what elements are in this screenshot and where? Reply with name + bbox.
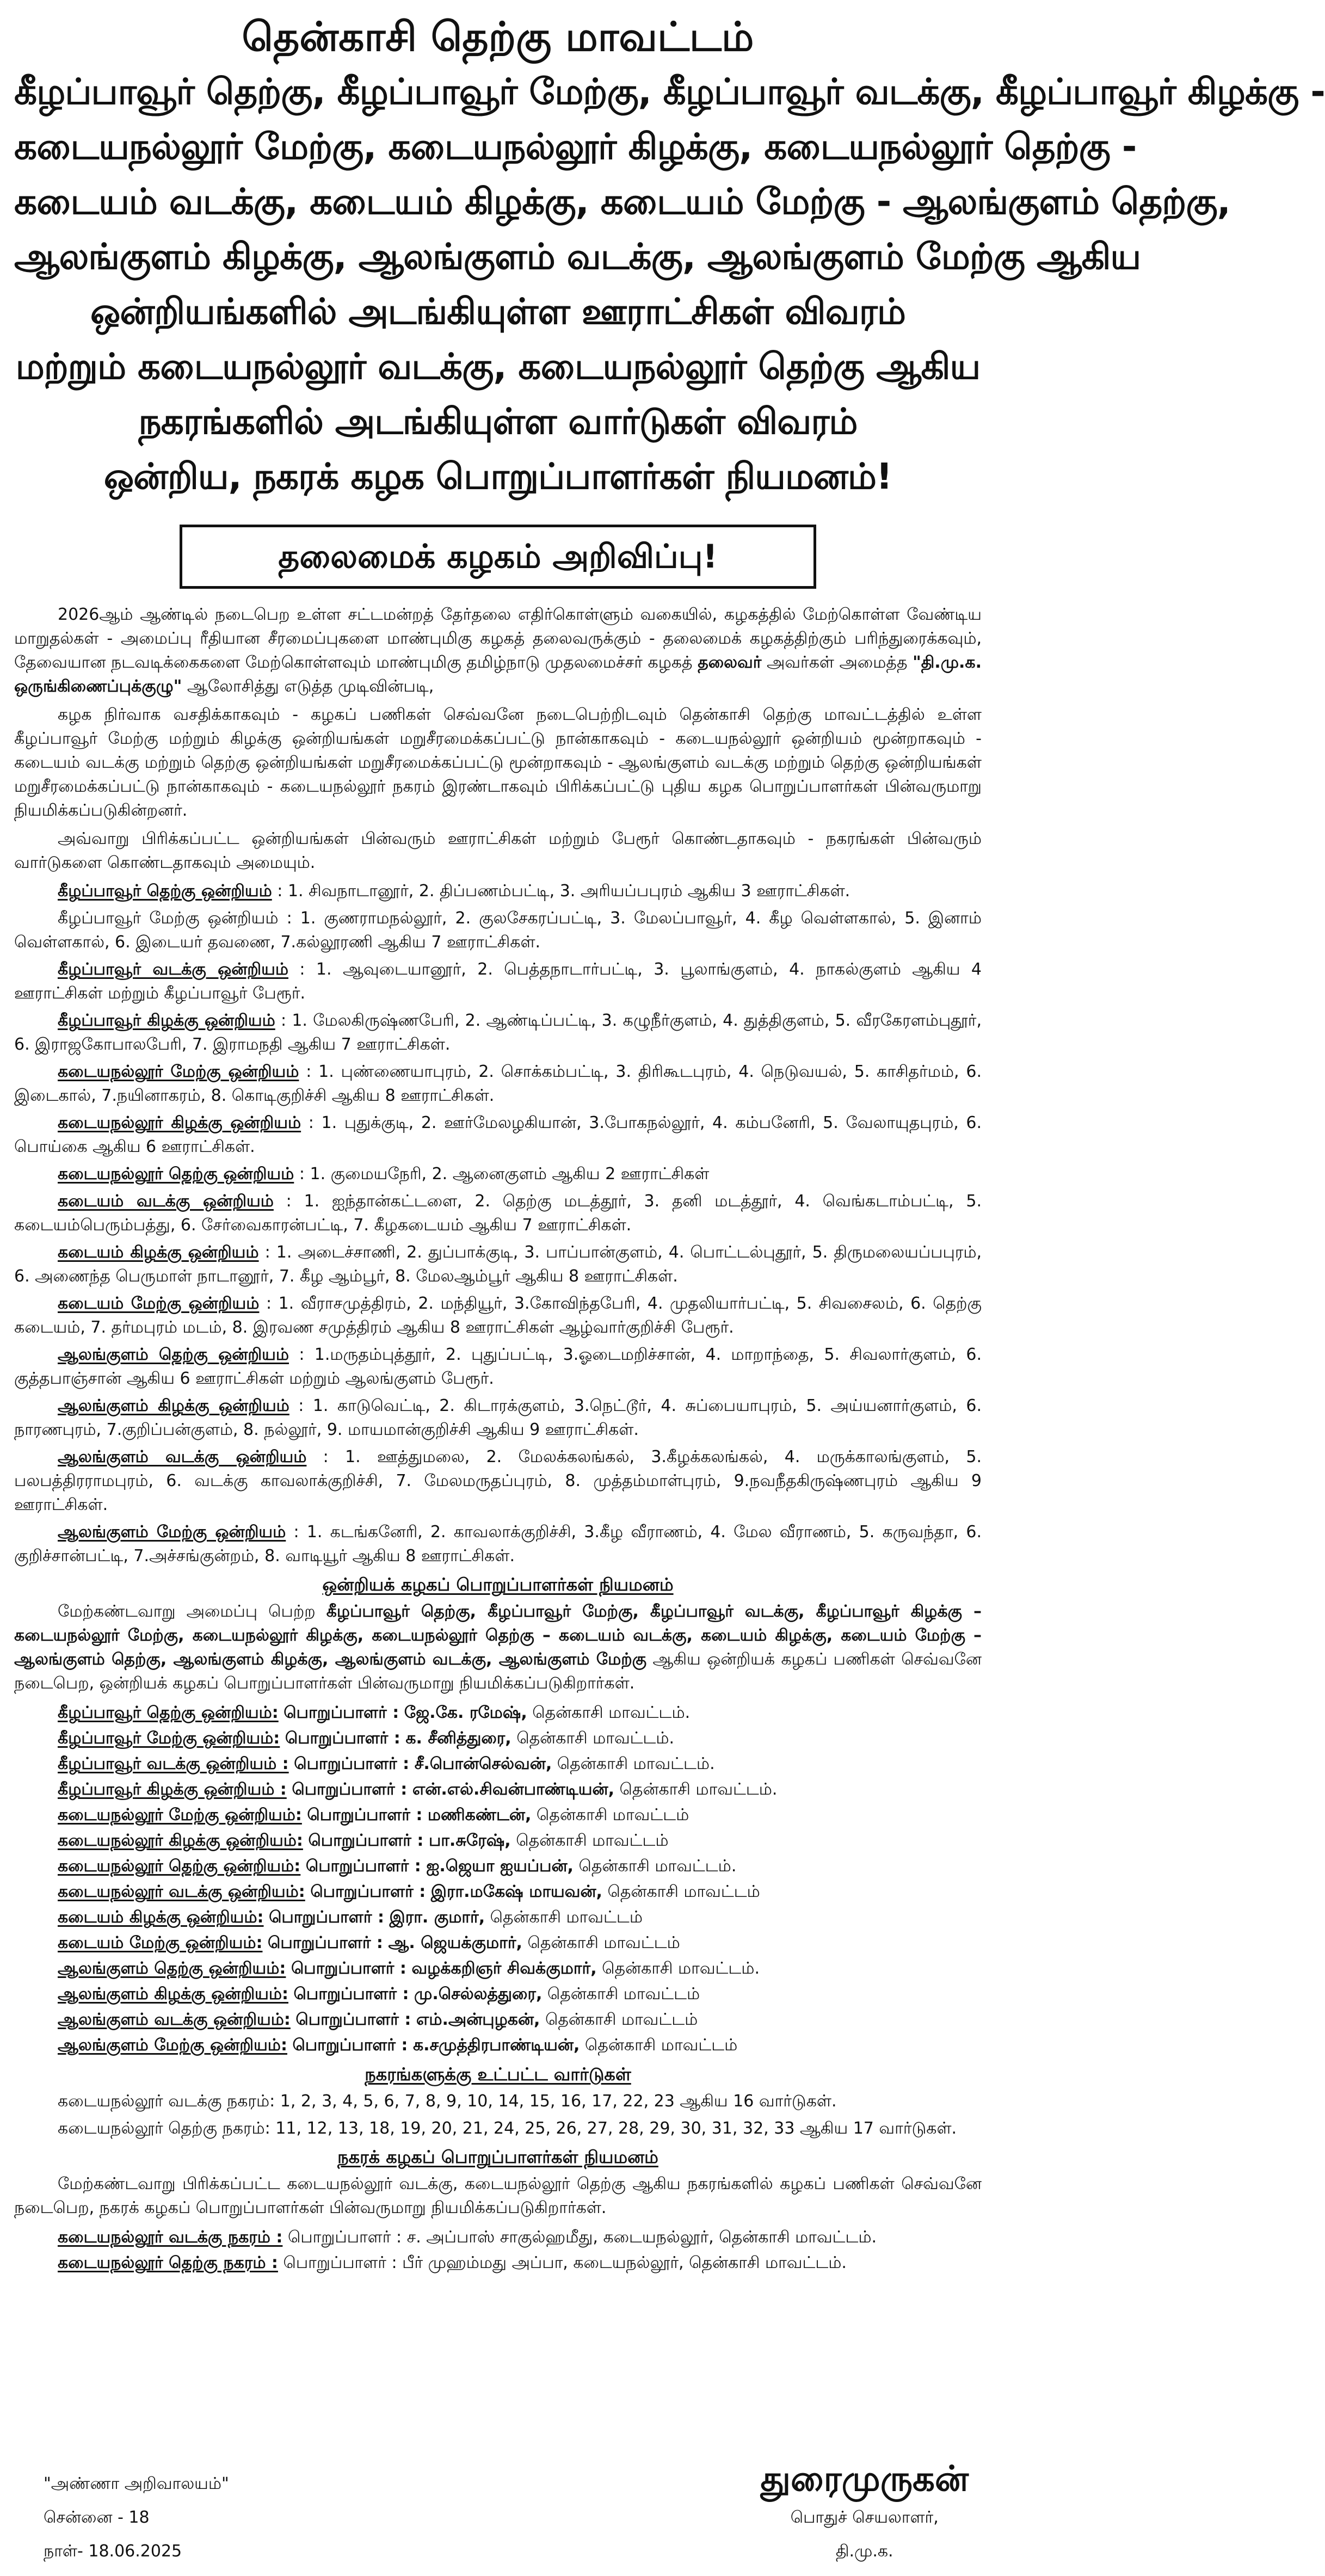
appointment-row [14, 1853, 982, 1879]
ward-list-item: கடையநல்லூர் தெற்கு நகரம்: 11, 12, 13, 18, 19, 20, 21, 24, 25, 26, 27, 28, 29, 30, 31, 32, 33 ஆகிய 17 வார்டுகள். [58, 2119, 957, 2138]
appointment-row [14, 1751, 982, 1777]
town-appointments-intro: மேற்கண்டவாறு பிரிக்கப்பட்ட கடையநல்லூர் வடக்கு, கடையநல்லூர் தெற்கு ஆகிய நகரங்களில் கழகப் பணிகள் செவ்வனே நடைபெற, நகரக் கழகப் பொறுப்பாளர்கள் பின்வருமாறு நியமிக்கப்படுகிறார்கள். [14, 2174, 982, 2217]
union-item [14, 1162, 982, 1186]
appointment-row [14, 1700, 982, 1725]
appointment-unit: ஆலங்குளம் வடக்கு ஒன்றியம்: [58, 2010, 291, 2029]
intro-text: 2026ஆம் ஆண்டில் நடைபெற உள்ள சட்டமன்றத் தேர்தலை எதிர்கொள்ளும் வகையில், கழகத்தில் மேற்கொள்ள வேண்டிய மாறுதல்கள் - அமைப்பு ரீதியான சீரமைப்புகளை மாண்புமிகு கழகத் தலைவருக்கும் - தலைமைக் கழகத்திற்கும் பரிந்துரைக்கவும், தேவையான நடவடிக்கைகளை மேற்கொள்ளவும் மாண்புமிகு தமிழ்நாடு முதலமைச்சர் கழகத் [14, 605, 982, 672]
appointment-unit: கீழப்பாவூர் கிழக்கு ஒன்றியம் : [58, 1780, 287, 1799]
appointment-role: பொறுப்பாளர் : [294, 1754, 410, 1773]
town-appointment-row [14, 2250, 982, 2276]
intro-text: அவர்கள் அமைத்த [761, 653, 913, 672]
town-appointment-row [14, 2224, 982, 2250]
union-villages: 1. ஊத்துமலை, 2. மேலக்கலங்கல், 3.கீழக்கலங்கல், 4. மருக்காலங்குளம், 5. பலபத்திரராமபுரம், 6. வடக்கு காவலாக்குறிச்சி, 7. மேலமருதப்புரம், 8. முத்தம்மாள்புரம், 9.நவநீதகிருஷ்ணபுரம் ஆகிய 9 ஊராட்சிகள். [14, 1447, 982, 1514]
signature-block [761, 2457, 969, 2568]
union-sep: : [294, 1164, 310, 1184]
appointment-place: தென்காசி மாவட்டம். [532, 1703, 691, 1722]
appointment-place: தென்காசி மாவட்டம். [516, 1729, 675, 1748]
union-villages: 1. புதுக்குடி, 2. ஊர்மேலழகியான், 3.போகநல்லூர், 4. கம்பனேரி, 5. வேலாயுதபுரம், 6. பொய்கை ஆகிய 6 ஊராட்சிகள். [14, 1113, 982, 1156]
union-item [14, 907, 982, 954]
union-name: கடையநல்லூர் கிழக்கு ஒன்றியம் [58, 1113, 301, 1132]
footer [14, 2432, 982, 2568]
appointment-person: க.சமுத்திரபாண்டியன், [412, 2036, 580, 2055]
town-unit: கடையநல்லூர் வடக்கு நகரம் : [58, 2228, 283, 2247]
union-villages: 1. ஆவுடையானூர், 2. பெத்தநாடார்பட்டி, 3. பூலாங்குளம், 4. நாகல்குளம் ஆகிய 4 ஊராட்சிகள் மற்றும் கீழப்பாவூர் பேரூர். [14, 960, 982, 1003]
appointment-row [14, 1956, 982, 1981]
appointment-role: பொறுப்பாளர் : [269, 1908, 384, 1927]
headline-line: கடையநல்லூர் மேற்கு, கடையநல்லூர் கிழக்கு, கடையநல்லூர் தெற்கு - [14, 126, 1137, 168]
headline-line: ஆலங்குளம் கிழக்கு, ஆலங்குளம் வடக்கு, ஆலங்குளம் மேற்கு ஆகிய [14, 236, 1141, 278]
appointment-row [14, 1930, 982, 1956]
appointment-unit: கடையநல்லூர் மேற்கு ஒன்றியம்: [58, 1805, 302, 1825]
appointment-person: வழக்கறிஞர் சிவக்குமார், [411, 1959, 597, 1978]
union-villages: 1. சிவநாடானூர், 2. திப்பணம்பட்டி, 3. அரியப்பபுரம் ஆகிய 3 ஊராட்சிகள். [287, 882, 851, 901]
union-item [14, 1445, 982, 1517]
wards-heading: நகரங்களுக்கு உட்பட்ட வார்டுகள் [365, 2064, 631, 2085]
union-item [14, 958, 982, 1006]
union-sep: : [288, 960, 316, 979]
appointment-place: தென்காசி மாவட்டம் [547, 1985, 700, 2004]
headline-block [14, 64, 1325, 504]
town-detail: பொறுப்பாளர் : ச. அப்பாஸ் சாகுல்ஹமீது, கடையநல்லூர், தென்காசி மாவட்டம். [287, 2228, 877, 2247]
appointment-row [14, 1802, 982, 1828]
notice-date: நாள்- 18.06.2025 [44, 2542, 182, 2561]
union-item [14, 1394, 982, 1442]
appointment-place: தென்காசி மாவட்டம் [584, 2036, 738, 2055]
union-name: கீழப்பாவூர் தெற்கு ஒன்றியம் [58, 882, 272, 901]
union-name: ஆலங்குளம் கிழக்கு ஒன்றியம் [58, 1396, 289, 1415]
appointment-role: பொறுப்பாளர் : [295, 2010, 411, 2029]
appointment-unit: ஆலங்குளம் மேற்கு ஒன்றியம்: [58, 2036, 287, 2055]
appointment-person: சீ.பொன்செல்வன், [414, 1754, 552, 1773]
appointment-person: ஆ. ஜெயக்குமார், [388, 1933, 522, 1952]
union-names-bold: கீழப்பாவூர் தெற்கு, கீழப்பாவூர் மேற்கு, கீழப்பாவூர் வடக்கு, கீழப்பாவூர் கிழக்கு – கடையநல்லூர் மேற்கு, கடையநல்லூர் கிழக்கு, கடையநல்லூர் தெற்கு – கடையம் வடக்கு, கடையம் கிழக்கு, கடையம் மேற்கு – ஆலங்குளம் தெற்கு, ஆலங்குளம் கிழக்கு, ஆலங்குளம் வடக்கு, ஆலங்குளம் மேற்கு [14, 1602, 982, 1669]
appointment-role: பொறுப்பாளர் : [285, 1729, 400, 1748]
appointment-row [14, 1905, 982, 1930]
union-item [14, 1009, 982, 1057]
appointment-unit: கீழப்பாவூர் தெற்கு ஒன்றியம்: [58, 1703, 279, 1722]
notice-body [14, 603, 982, 2276]
union-sep: : [258, 1243, 276, 1262]
union-name: கடையம் வடக்கு ஒன்றியம் [58, 1192, 274, 1211]
union-villages: 1. ஐந்தான்கட்டளை, 2. தெற்கு மடத்தூர், 3. தனி மடத்தூர், 4. வெங்கடாம்பட்டி, 5. கடையம்பெரும்பத்து, 6. சேர்வைகாரன்பட்டி, 7. கீழகடையம் ஆகிய 7 ஊராட்சிகள். [14, 1192, 982, 1235]
appointment-row [14, 1725, 982, 1751]
union-name: கடையநல்லூர் தெற்கு ஒன்றியம் [58, 1164, 294, 1184]
appointment-row [14, 2007, 982, 2032]
intro-text: மேற்கண்டவாறு அமைப்பு பெற்ற [58, 1602, 326, 1621]
notice-title-box [180, 525, 816, 589]
appointment-role: பொறுப்பாளர் : [292, 2036, 408, 2055]
union-sep: : [286, 1523, 307, 1542]
intro-paragraph-1 [14, 603, 982, 699]
appointment-role: பொறுப்பாளர் : [310, 1882, 426, 1901]
intro-paragraph-2: கழக நிர்வாக வசதிக்காகவும் - கழகப் பணிகள் செவ்வனே நடைபெற்றிடவும் தென்காசி தெற்கு மாவட்டத்தில் உள்ள கீழப்பாவூர் மேற்கு மற்றும் கிழக்கு ஒன்றியங்கள் மறுசீரமைக்கப்பட்டு நான்காகவும் - கடையநல்லூர் ஒன்றியம் மூன்றாகவும் - கடையம் வடக்கு மற்றும் தெற்கு ஒன்றியங்கள் மறுசீரமைக்கப்பட்டு மூன்றாகவும் - ஆலங்குளம் வடக்கு மற்றும் தெற்கு ஒன்றியங்கள் மறுசீரமைக்கப்பட்டு நான்காகவும் - கடையநல்லூர் நகரம் இரண்டாகவும் பிரிக்கப்பட்டு புதிய கழக பொறுப்பாளர்கள் பின்வருமாறு நியமிக்கப்படுகின்றனர். [14, 705, 982, 820]
notice-title: தலைமைக் கழகம் அறிவிப்பு! [278, 538, 718, 576]
appointment-row [14, 1777, 982, 1802]
union-villages: 1. காடுவெட்டி, 2. கிடாரக்குளம், 3.நெட்டூர், 4. சுப்பையாபுரம், 5. அய்யனார்குளம், 6. நாரணபுரம், 7.குறிப்பன்குளம், 8. நல்லூர், 9. மாயமான்குறிச்சி ஆகிய 9 ஊராட்சிகள். [14, 1396, 982, 1439]
appointment-role: பொறுப்பாளர் : [268, 1933, 383, 1952]
union-sep: : [275, 1011, 292, 1030]
appointment-role: பொறுப்பாளர் : [305, 1857, 421, 1876]
appointment-role: பொறுப்பாளர் : [292, 1780, 408, 1799]
union-villages: 1. புண்ணையாபுரம், 2. சொக்கம்பட்டி, 3. திரிகூடபுரம், 4. நெடுவயல், 5. காசிதர்மம், 6. இடைகால், 7.நயினாகரம், 8. கொடிகுறிச்சி ஆகிய 8 ஊராட்சிகள். [14, 1062, 982, 1105]
appointment-person: ஐ.ஜெயா ஐயப்பன், [426, 1857, 574, 1876]
appointment-row [14, 1879, 982, 1905]
union-name: ஆலங்குளம் வடக்கு ஒன்றியம் [58, 1447, 307, 1466]
committee-name: "தி.மு.க. ஒருங்கிணைப்புக்குழு" [14, 653, 982, 696]
appointment-unit: கடையம் மேற்கு ஒன்றியம்: [58, 1933, 263, 1952]
appointment-place: தென்காசி மாவட்டம் [527, 1933, 680, 1952]
union-sep: : [289, 1396, 313, 1415]
town-unit: கடையநல்லூர் தெற்கு நகரம் : [58, 2253, 278, 2272]
office-name: "அண்ணா அறிவாலயம்" [44, 2474, 229, 2493]
appointment-person: இரா. குமார், [389, 1908, 485, 1927]
union-villages: 1. மேலகிருஷ்ணபேரி, 2. ஆண்டிப்பட்டி, 3. கழுநீர்குளம், 4. துத்திகுளம், 5. வீரகேரளம்புதூர், 6. இராஜகோபாலபேரி, 7. இராமநதி ஆகிய 7 ஊராட்சிகள். [14, 1011, 982, 1054]
union-name: கீழப்பாவூர் கிழக்கு ஒன்றியம் [58, 1011, 275, 1030]
union-sep: : [289, 1345, 315, 1364]
union-villages: 1. கடங்கனேரி, 2. காவலாக்குறிச்சி, 3.கீழ வீராணம், 4. மேல வீராணம், 5. கருவந்தா, 6. குறிச்சான்பட்டி, 7.அச்சங்குன்றம், 8. வாடியூர் ஆகிய 8 ஊராட்சிகள். [14, 1523, 982, 1566]
footer-left [44, 2467, 229, 2568]
union-villages: 1. வீராசமுத்திரம், 2. மந்தியூர், 3.கோவிந்தபேரி, 4. முதலியார்பட்டி, 5. சிவசைலம், 6. தெற்கு கடையம், 7. தர்மபுரம் மடம், 8. இரவண சமுத்திரம் ஆகிய 8 ஊராட்சிகள் ஆழ்வார்குறிச்சி பேரூர். [14, 1294, 982, 1337]
headline-line: ஒன்றிய, நகரக் கழக பொறுப்பாளர்கள் நியமனம்! [103, 455, 892, 497]
union-name: கீழப்பாவூர் வடக்கு ஒன்றியம் [58, 960, 288, 979]
office-city: சென்னை - 18 [44, 2508, 150, 2527]
union-name: கடையம் மேற்கு ஒன்றியம் [58, 1294, 260, 1313]
union-item [14, 1241, 982, 1289]
union-name: கடையம் கிழக்கு ஒன்றியம் [58, 1243, 259, 1262]
headline-line: கீழப்பாவூர் தெற்கு, கீழப்பாவூர் மேற்கு, கீழப்பாவூர் வடக்கு, கீழப்பாவூர் கிழக்கு - [14, 71, 1325, 113]
union-item [14, 1111, 982, 1159]
appointment-person: மணிகண்டன், [427, 1805, 532, 1825]
union-item [14, 879, 982, 903]
union-appointments-intro [14, 1600, 982, 1696]
town-appointments-heading: நகரக் கழகப் பொறுப்பாளர்கள் நியமனம் [337, 2147, 658, 2167]
appointment-place: தென்காசி மாவட்டம் [607, 1882, 760, 1901]
appointment-unit: கடையநல்லூர் வடக்கு ஒன்றியம்: [58, 1882, 305, 1901]
union-villages: 1. அடைச்சாணி, 2. துப்பாக்குடி, 3. பாப்பான்குளம், 4. பொட்டல்புதூர், 5. திருமலையப்பபுரம், 6. அணைந்த பெருமாள் நாடானூர், 7. கீழ ஆம்பூர், 8. மேலஆம்பூர் ஆகிய 8 ஊராட்சிகள். [14, 1243, 982, 1286]
appointment-place: தென்காசி மாவட்டம். [602, 1959, 760, 1978]
headline-line: ஒன்றியங்களில் அடங்கியுள்ள ஊராட்சிகள் விவரம் [90, 291, 905, 332]
union-item [14, 1060, 982, 1108]
appointment-place: தென்காசி மாவட்டம் [516, 1831, 669, 1850]
union-item [14, 1520, 982, 1568]
party-name: தி.மு.க. [835, 2542, 893, 2561]
intro-text: ஆகிய ஒன்றியக் கழகப் பணிகள் செவ்வனே நடைபெற, ஒன்றியக் கழகப் பொறுப்பாளர்கள் பின்வருமாறு நியமிக்கப்படுகிறார்கள். [14, 1650, 982, 1693]
union-item [14, 1292, 982, 1340]
headline-line: கடையம் வடக்கு, கடையம் கிழக்கு, கடையம் மேற்கு - ஆலங்குளம் தெற்கு, [14, 181, 1230, 223]
appointment-unit: கடையநல்லூர் கிழக்கு ஒன்றியம்: [58, 1831, 303, 1850]
appointment-unit: கீழப்பாவூர் வடக்கு ஒன்றியம் : [58, 1754, 289, 1773]
intro-bold-text: தலைவர் [698, 653, 762, 672]
union-name: கடையநல்லூர் மேற்கு ஒன்றியம் [58, 1062, 299, 1081]
intro-paragraph-3: அவ்வாறு பிரிக்கப்பட்ட ஒன்றியங்கள் பின்வரும் ஊராட்சிகள் மற்றும் பேரூர் கொண்டதாகவும் - நகரங்கள் பின்வரும் வார்டுகளை கொண்டதாகவும் அமையும். [14, 829, 982, 872]
appointment-place: தென்காசி மாவட்டம் [536, 1805, 689, 1825]
signer-designation: பொதுச் செயலாளர், [790, 2508, 939, 2527]
union-sep: : [299, 1062, 319, 1081]
ward-list-item: கடையநல்லூர் வடக்கு நகரம்: 1, 2, 3, 4, 5, 6, 7, 8, 9, 10, 14, 15, 16, 17, 22, 23 ஆகிய 16 வார்டுகள். [58, 2092, 837, 2111]
headline-line: மற்றும் கடையநல்லூர் வடக்கு, கடையநல்லூர் தெற்கு ஆகிய [15, 346, 981, 387]
union-name: ஆலங்குளம் தெற்கு ஒன்றியம் [58, 1345, 289, 1364]
appointment-place: தென்காசி மாவட்டம். [578, 1857, 737, 1876]
union-sep: : [259, 1294, 279, 1313]
union-name: ஆலங்குளம் மேற்கு ஒன்றியம் [58, 1523, 286, 1542]
union-list [14, 879, 982, 1568]
appointment-row [14, 2032, 982, 2058]
union-item [14, 1190, 982, 1237]
union-villages: 1. குமையநேரி, 2. ஆனைகுளம் ஆகிய 2 ஊராட்சிகள் [310, 1164, 710, 1184]
headline-line: நகரங்களில் அடங்கியுள்ள வார்டுகள் விவரம் [138, 400, 858, 442]
appointment-unit: கீழப்பாவூர் மேற்கு ஒன்றியம்: [58, 1729, 280, 1748]
district-title: தென்காசி தெற்கு மாவட்டம் [242, 14, 754, 60]
appointment-list [14, 1700, 982, 2058]
union-villages: 1.மருதம்புத்தூர், 2. புதுப்பட்டி, 3.ஓடைமறிச்சான், 4. மாறாந்தை, 5. சிவலார்குளம், 6. குத்தபாஞ்சான் ஆகிய 6 ஊராட்சிகள் மற்றும் ஆலங்குளம் பேரூர். [14, 1345, 982, 1388]
appointment-place: தென்காசி மாவட்டம். [557, 1754, 715, 1773]
appointment-person: இரா.மகேஷ் மாயவன், [430, 1882, 602, 1901]
appointment-row [14, 1981, 982, 2007]
appointment-place: தென்காசி மாவட்டம் [545, 2010, 698, 2029]
appointment-person: க. சீனித்துரை, [405, 1729, 511, 1748]
town-detail: பொறுப்பாளர் : பீர் முஹம்மது அப்பா, கடையநல்லூர், தென்காசி மாவட்டம். [283, 2253, 847, 2272]
union-item [14, 1343, 982, 1391]
union-name: கீழப்பாவூர் மேற்கு ஒன்றியம் [58, 909, 279, 928]
appointment-row [14, 1828, 982, 1853]
union-sep: : [278, 909, 300, 928]
appointment-place: தென்காசி மாவட்டம். [619, 1780, 778, 1799]
appointment-unit: ஆலங்குளம் தெற்கு ஒன்றியம்: [58, 1959, 286, 1978]
union-sep: : [272, 882, 288, 901]
appointment-unit: ஆலங்குளம் கிழக்கு ஒன்றியம்: [58, 1985, 288, 2004]
appointment-role: பொறுப்பாளர் : [284, 1703, 399, 1722]
appointment-place: தென்காசி மாவட்டம் [490, 1908, 643, 1927]
appointment-person: ஜே.கே. ரமேஷ், [404, 1703, 527, 1722]
appointment-role: பொறுப்பாளர் : [291, 1959, 406, 1978]
union-sep: : [273, 1192, 304, 1211]
union-villages: 1. குணராமநல்லூர், 2. குலசேகரப்பட்டி, 3. மேலப்பாவூர், 4. கீழ வெள்ளகால், 5. இனாம் வெள்ளகால், 6. இடையர் தவணை, 7.கல்லூரணி ஆகிய 7 ஊராட்சிகள். [14, 909, 982, 952]
union-appointments-heading: ஒன்றியக் கழகப் பொறுப்பாளர்கள் நியமனம் [322, 1574, 674, 1595]
union-sep: : [301, 1113, 322, 1132]
appointment-person: எம்.அன்புழகன், [416, 2010, 540, 2029]
appointment-person: பா.சுரேஷ், [428, 1831, 511, 1850]
appointment-role: பொறுப்பாளர் : [308, 1831, 424, 1850]
appointment-person: மு.செல்லத்துரை, [414, 1985, 543, 2004]
signer-name: துரைமுருகன் [760, 2459, 969, 2499]
appointment-person: என்.எல்.சிவன்பாண்டியன், [412, 1780, 614, 1799]
union-sep: : [306, 1447, 346, 1466]
appointment-role: பொறுப்பாளர் : [307, 1805, 423, 1825]
intro-text: ஆலோசித்து எடுத்த முடிவின்படி, [182, 677, 434, 696]
appointment-role: பொறுப்பாளர் : [293, 1985, 409, 2004]
appointment-unit: கடையநல்லூர் தெற்கு ஒன்றியம்: [58, 1857, 301, 1876]
appointment-unit: கடையம் கிழக்கு ஒன்றியம்: [58, 1908, 264, 1927]
